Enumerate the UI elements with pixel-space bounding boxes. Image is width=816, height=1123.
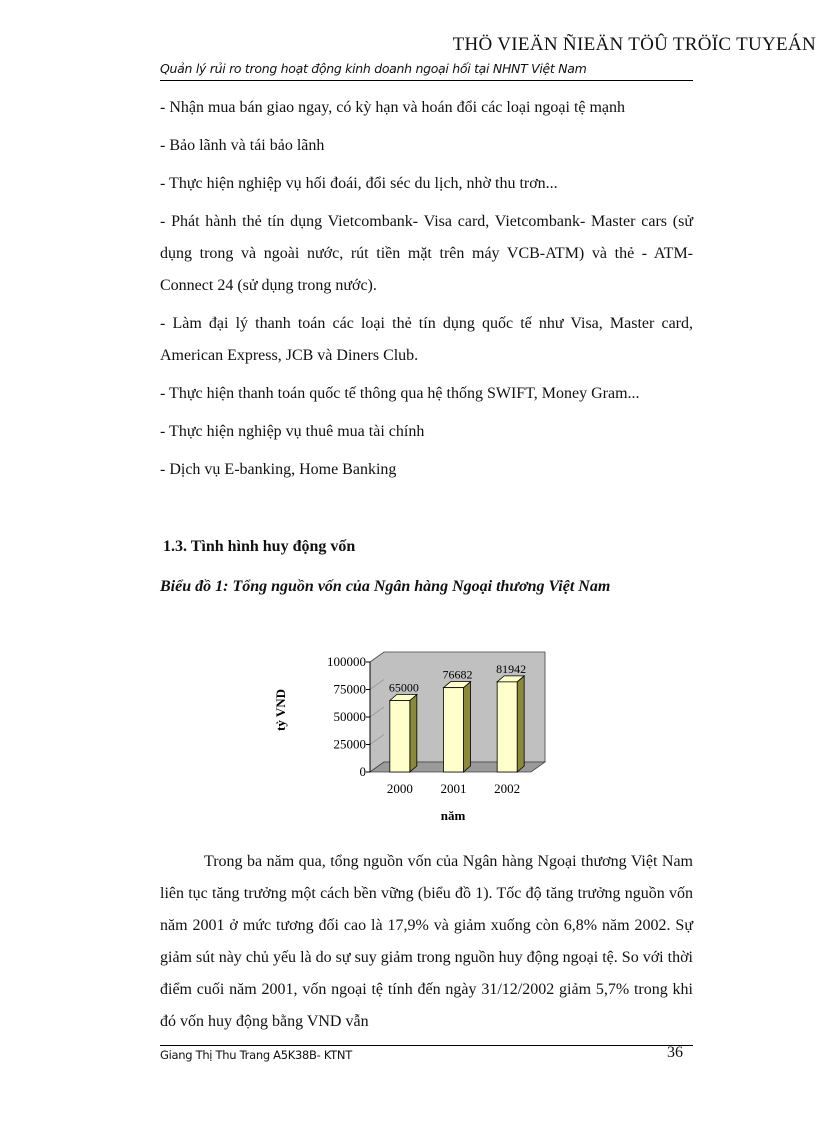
- service-item: - Thực hiện thanh toán quốc tế thông qua hệ thống SWIFT, Money Gram...: [160, 385, 640, 402]
- section-title: 1.3. Tình hình huy động vốn: [163, 538, 356, 555]
- bar-2002: [497, 682, 517, 772]
- y-tick-label: 100000: [327, 654, 366, 669]
- data-label: 65000: [388, 680, 419, 695]
- x-tick-label: 2001: [440, 781, 467, 796]
- bar-side: [517, 676, 524, 772]
- footer-author: Giang Thị Thu Trang A5K38B- KTNT: [160, 1048, 352, 1062]
- x-tick-label: 2002: [494, 781, 521, 796]
- services-list: [160, 92, 693, 486]
- footer-rule: [160, 1045, 693, 1046]
- y-tick-label: 25000: [333, 736, 366, 752]
- service-item: - Bảo lãnh và tái bảo lãnh: [160, 137, 325, 154]
- y-axis-label: tỷ VND: [273, 688, 288, 732]
- page-number: 36: [667, 1044, 683, 1061]
- y-tick-label: 50000: [333, 709, 366, 724]
- y-tick-label: 75000: [333, 681, 366, 697]
- capital-chart: [265, 640, 565, 840]
- running-title: Quản lý rủi ro trong hoạt động kinh doanh ngoại hối tại NHNT Việt Nam: [160, 61, 587, 76]
- x-axis-label: năm: [440, 808, 466, 823]
- watermark-text: THÖ VIEÄN ÑIEÄN TÖÛ TRÖÏC TUYEÁN: [452, 34, 816, 55]
- figure-caption: Biểu đồ 1: Tổng nguồn vốn của Ngân hàng Ngoại thương Việt Nam: [160, 578, 611, 595]
- data-label: 76682: [442, 667, 473, 682]
- service-item: - Phát hành thẻ tín dụng Vietcombank- Visa card, Vietcombank- Master cars (sử dụng trong và ngoài nước, rút tiền mặt trên máy VCB-ATM) và thẻ - ATM-Connect 24 (sử dụng trong nước).: [160, 213, 693, 294]
- service-item: - Dịch vụ E-banking, Home Banking: [160, 461, 397, 478]
- bar-side: [464, 682, 471, 772]
- body-paragraph: Trong ba năm qua, tổng nguồn vốn của Ngân hàng Ngoại thương Việt Nam liên tục tăng trưởng một cách bền vững (biểu đồ 1). Tốc độ tăng trưởng nguồn vốn năm 2001 ở mức tương đối cao là 17,9% và giảm xuống còn 6,8% năm 2002. Sự giảm sút này chủ yếu là do sự suy giảm trong nguồn huy động ngoại tệ. So với thời điểm cuối năm 2001, vốn ngoại tệ tính đến ngày 31/12/2002 giảm 5,7% trong khi đó vốn huy động bằng VND vẫn: [160, 853, 693, 1030]
- bar-2000: [390, 701, 410, 773]
- service-item: - Nhận mua bán giao ngay, có kỳ hạn và hoán đổi các loại ngoại tệ mạnh: [160, 99, 626, 116]
- service-item: - Thực hiện nghiệp vụ hối đoái, đổi séc du lịch, nhờ thu trơn...: [160, 175, 558, 192]
- data-label: 81942: [496, 661, 527, 676]
- service-item: - Làm đại lý thanh toán các loại thẻ tín dụng quốc tế như Visa, Master card, American Express, JCB và Diners Club.: [160, 315, 693, 364]
- bar-2001: [444, 688, 464, 772]
- y-tick-label: 0: [359, 764, 366, 779]
- service-item: - Thực hiện nghiệp vụ thuê mua tài chính: [160, 423, 425, 440]
- bar-side: [410, 695, 417, 773]
- x-tick-label: 2000: [386, 781, 413, 796]
- header-rule: [160, 80, 693, 81]
- chart-svg: [265, 640, 565, 840]
- body-paragraph-block: [160, 846, 693, 1038]
